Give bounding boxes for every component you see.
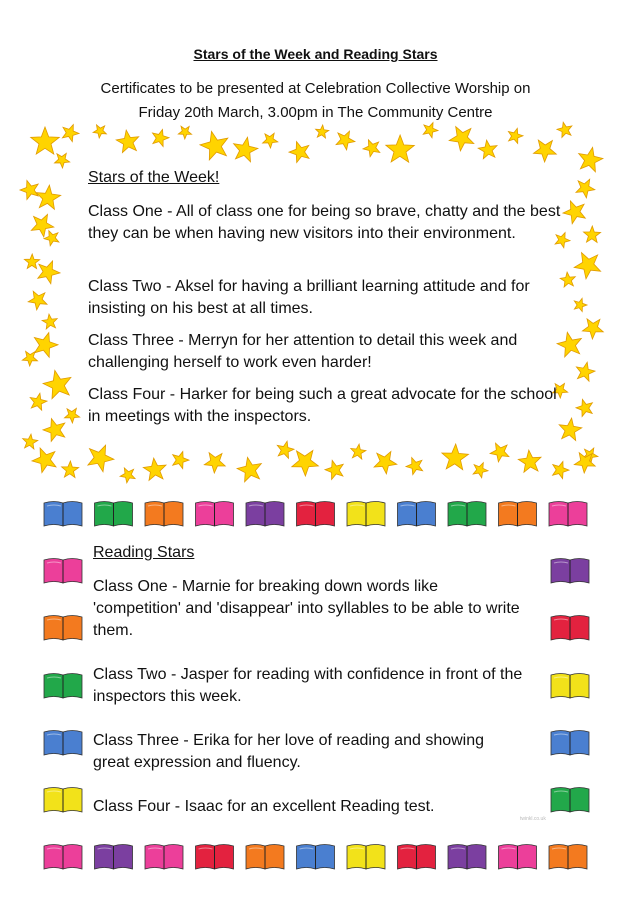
book-icon: [145, 502, 183, 527]
book-icon: [499, 845, 537, 870]
book-icon: [551, 616, 589, 641]
book-icon: [551, 559, 589, 584]
book-icon: [44, 731, 82, 756]
book-icon: [398, 845, 436, 870]
book-icon: [549, 502, 587, 527]
book-icon: [448, 845, 486, 870]
star-entry-class-three: Class Three - Merryn for her attention to detail this week and challenging herself to work even harder!: [88, 332, 518, 371]
book-icon: [246, 845, 284, 870]
book-icon: [44, 674, 82, 699]
book-icon: [499, 502, 537, 527]
book-icon: [145, 845, 183, 870]
reading-stars-heading: Reading Stars: [93, 544, 195, 561]
book-icon: [196, 502, 234, 527]
reading-entry-class-one: Class One - Marnie for breaking down words like 'competition' and 'disappear' into syllables to be able to write them.: [93, 578, 520, 639]
book-icon: [347, 502, 385, 527]
book-icon: [95, 502, 133, 527]
book-icon: [549, 845, 587, 870]
reading-entry-class-three: Class Three - Erika for her love of reading and showing great expression and fluency.: [93, 732, 485, 771]
subtitle-line-2: Friday 20th March, 3.00pm in The Community Centre: [138, 104, 493, 121]
book-icon: [551, 731, 589, 756]
star-entry-class-four: Class Four - Harker for being such a great advocate for the school in meetings with the inspectors.: [88, 386, 557, 425]
book-icon: [95, 845, 133, 870]
stars-of-week-heading: Stars of the Week!: [88, 169, 220, 186]
book-icon: [297, 845, 335, 870]
reading-entry-class-four: Class Four - Isaac for an excellent Reading test.: [93, 798, 435, 815]
book-icon: [246, 502, 284, 527]
star-entry-class-one: Class One - All of class one for being so brave, chatty and the best they can be when having new visitors into their environment.: [88, 203, 561, 242]
book-icon: [551, 674, 589, 699]
page-title: Stars of the Week and Reading Stars: [193, 46, 438, 62]
star-entry-class-two: Class Two - Aksel for having a brilliant learning attitude and for insisting on his best at all times.: [88, 278, 530, 317]
subtitle-line-1: Certificates to be presented at Celebration Collective Worship on: [100, 80, 531, 97]
book-icon: [44, 616, 82, 641]
book-icon: [398, 502, 436, 527]
book-icon: [448, 502, 486, 527]
credit-text: twinkl.co.uk: [520, 816, 546, 822]
book-icon: [44, 559, 82, 584]
book-icon: [44, 502, 82, 527]
book-icon: [347, 845, 385, 870]
reading-entry-class-two: Class Two - Jasper for reading with confidence in front of the inspectors this week.: [93, 666, 523, 705]
book-icon: [44, 845, 82, 870]
book-icon: [44, 788, 82, 813]
book-icon: [551, 788, 589, 813]
book-icon: [196, 845, 234, 870]
book-icon: [297, 502, 335, 527]
